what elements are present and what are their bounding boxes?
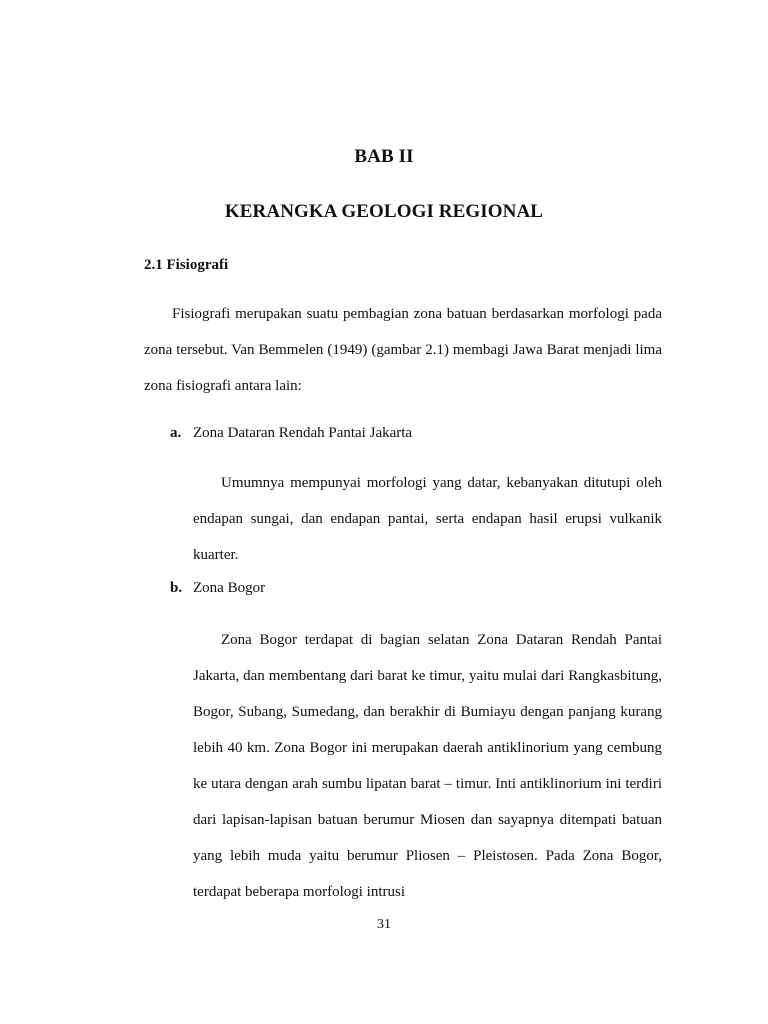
intro-paragraph: Fisiografi merupakan suatu pembagian zona batuan berdasarkan morfologi pada zona tersebut. Van Bemmelen (1949) (gambar 2.1) membagi Jawa Barat menjadi lima zona fisiografi antara lain: (144, 306, 662, 394)
list-item-paragraph: Zona Bogor terdapat di bagian selatan Zona Dataran Rendah Pantai Jakarta, dan membentang dari barat ke timur, yaitu mulai dari Rangkasbitung, Bogor, Subang, Sumedang, dan berakhir di Bumiayu dengan panjang kurang lebih 40 km. Zona Bogor ini merupakan daerah antiklinorium yang cembung ke utara dengan arah sumbu lipatan barat – timur. Inti antiklinorium ini terdiri dari lapisan-lapisan batuan berumur Miosen dan sayapnya ditempati batuan yang lebih muda yaitu berumur Pliosen – Pleistosen. Pada Zona Bogor, terdapat beberapa morfologi intrusi (193, 632, 662, 900)
list-item-label: Zona Dataran Rendah Pantai Jakarta (193, 425, 413, 441)
chapter-title: KERANGKA GEOLOGI REGIONAL (224, 201, 544, 222)
list-item-paragraph: Umumnya mempunyai morfologi yang datar, kebanyakan ditutupi oleh endapan sungai, dan endapan pantai, serta endapan hasil erupsi vulkanik kuarter. (193, 475, 662, 563)
section-heading: 2.1 Fisiografi (144, 257, 229, 273)
page-number: 31 (377, 917, 391, 932)
chapter-heading: BAB II (354, 146, 414, 167)
list-item-marker: b. (170, 580, 183, 596)
list-item-label: Zona Bogor (193, 580, 266, 596)
list-item-marker: a. (170, 425, 182, 441)
list-item (170, 425, 412, 442)
list-item (170, 580, 265, 597)
